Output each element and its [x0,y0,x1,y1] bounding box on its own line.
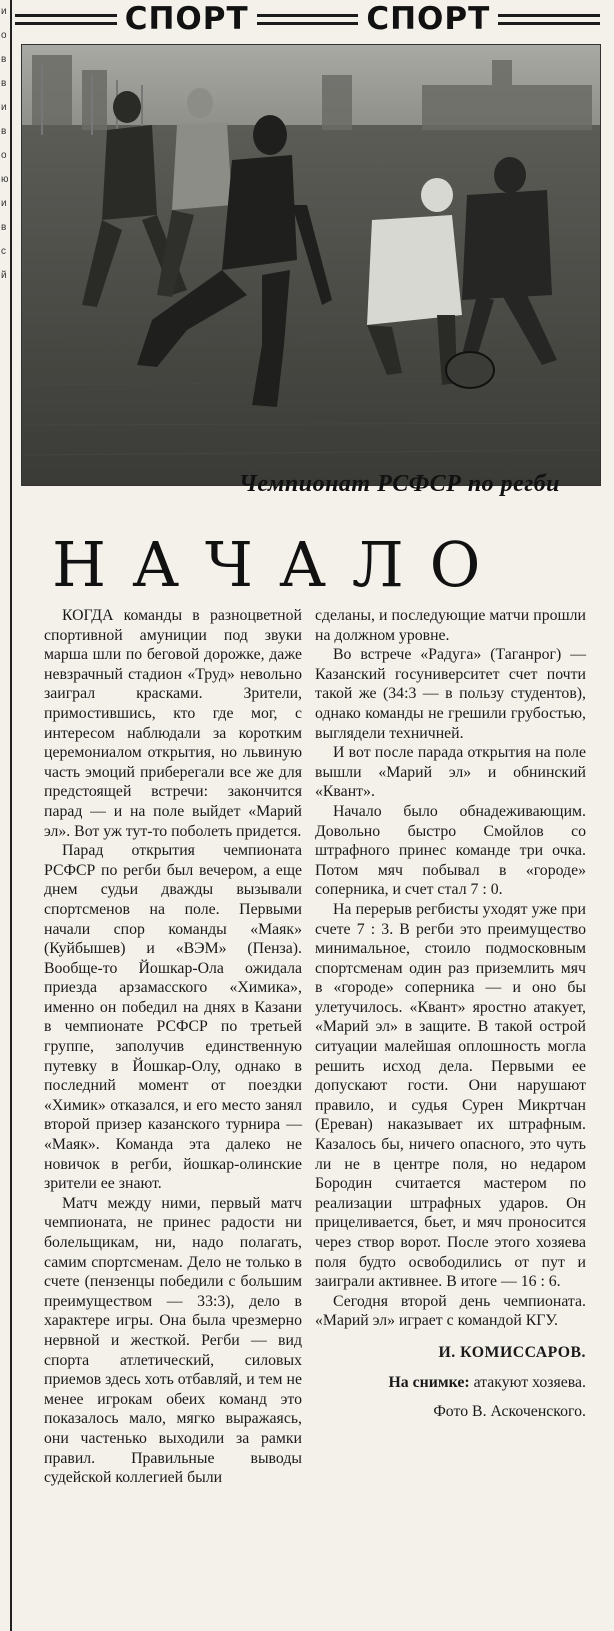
edge-letter: в [1,222,7,233]
article-paragraph: И вот после парада открытия на поле вышли «Марий эл» и обнинский «Квант». [315,744,586,801]
edge-letter: с [1,246,6,257]
article-paragraph: Во встрече «Радуга» (Таганрог) — Казанский госуниверситет счет почти такой же (34:3 — в пользу студентов), однако команды не грешили грубостью, выглядели техничней. [315,646,586,742]
article-paragraph: На перерыв регбисты уходят уже при счете 7 : 3. В регби это преимущество минимальное, стоило подмосковным спортсменам один раз приземлить мяч в «городе» соперника — и оно бы улетучилось. «Квант» яростно атакует, «Марий эл» в защите. В такой острой ситуации малейшая оплошность могла решить исход дела. Первыми ее допускают гости. Они нарушают правило, и судья Сурен Микртчан (Ереван) наказывает их штрафным. Казалось бы, ничего опасного, это чуть ли не в центре поля, но недаром Бородин считается мастером по реализации штрафных ударов. Он прицеливается, бьет, и мяч проносится через створ ворот. После этого хозяева поля будто освободились от пут и заиграли активнее. В итоге — 16 : 6. [315,900,586,1291]
photo-note [315,1373,586,1393]
section-title-right: СПОРТ [366,1,491,37]
author-signature: И. КОМИССАРОВ. [438,1343,586,1361]
header-rule-left [15,14,117,25]
rugby-photo [21,44,601,486]
article-column-left [44,606,302,1488]
article-paragraph: Парад открытия чемпионата РСФСР по регби был вечером, а еще днем судьи дважды вызывали спортсменов на поле. Первыми начали спор команды «Маяк» (Куйбышев) и «ВЭМ» (Пенза). Вообще-то Йошкар-Ола ожидала приезда арзамасского «Химика», именно он победил на днях в Казани в чемпионате РСФСР по третьей группе, заполучив единственную путевку в Йошкар-Олу, однако в последний момент от поездки «Химик» отказался, и его место занял второй призер казанского турнира — «Маяк». Команда эта далеко не новичок в регби, йошкар-олинские зрители ее знают. [44,842,302,1193]
edge-letter: в [1,78,7,89]
article-headline: НАЧАЛО [52,528,507,601]
photo-note-label: На снимке: [388,1373,470,1391]
article-paragraph: сделаны, и последующие матчи прошли на должном уровне. [315,607,586,644]
article-paragraph: Матч между ними, первый матч чемпионата, не принес радости ни болельщикам, ни, надо полагать, самим спортсменам. Дело не только в счете (пензенцы победили с большим преимуществом — 33:3), дело в характере игры. Она была чрезмерно нервной и жесткой. Регби — вид спорта атлетический, силовых приемов здесь хоть отбавляй, и тем не менее игрокам обеих команд это показалось мало, мягко выражаясь, они частенько выходили за рамки правил. Правильные выводы судейской коллегией были [44,1194,302,1487]
edge-letter: и [1,198,7,209]
edge-letter: в [1,54,7,65]
photo-credit: Фото В. Аскоченского. [433,1403,586,1421]
article-paragraph: Сегодня второй день чемпионата. «Марий эл» играет с командой КГУ. [315,1292,586,1330]
edge-letter: и [1,6,7,17]
edge-letter: о [1,30,7,41]
section-header [15,0,600,38]
edge-letter: и [1,102,7,113]
article-paragraph: Начало было обнадеживающим. Довольно быстро Смойлов со штрафного принес команде три очка. Потом мяч побывал в «городе» соперника, и счет стал 7 : 0. [315,802,586,899]
photo-caption: Чемпионат РСФСР по регби [238,471,560,497]
photo-note-text: атакуют хозяева. [473,1373,586,1391]
article-column-right [315,606,586,1422]
edge-letter: й [1,270,7,281]
header-rule-middle [257,14,359,25]
edge-letter: в [1,126,7,137]
rugby-photo-illustration [22,45,600,485]
edge-letter: о [1,150,7,161]
header-rule-right [498,14,600,25]
article-paragraph: КОГДА команды в разноцветной спортивной амуниции под звуки марша шли по беговой дорожке, даже невзрачный стадион «Труд» невольно заиграл красками. Зрители, примостившись, кто где мог, с интересом наблюдали за коротким церемониалом открытия, но львиную часть эмоций приберегали все же для предстоящей встречи: закончится парад — и на поле выйдет «Марий эл». Вот уж тут-то поболеть придется. [44,607,302,840]
section-title-left: СПОРТ [124,1,249,37]
adjacent-column-edge [0,0,12,1631]
edge-letter: ю [1,174,9,185]
